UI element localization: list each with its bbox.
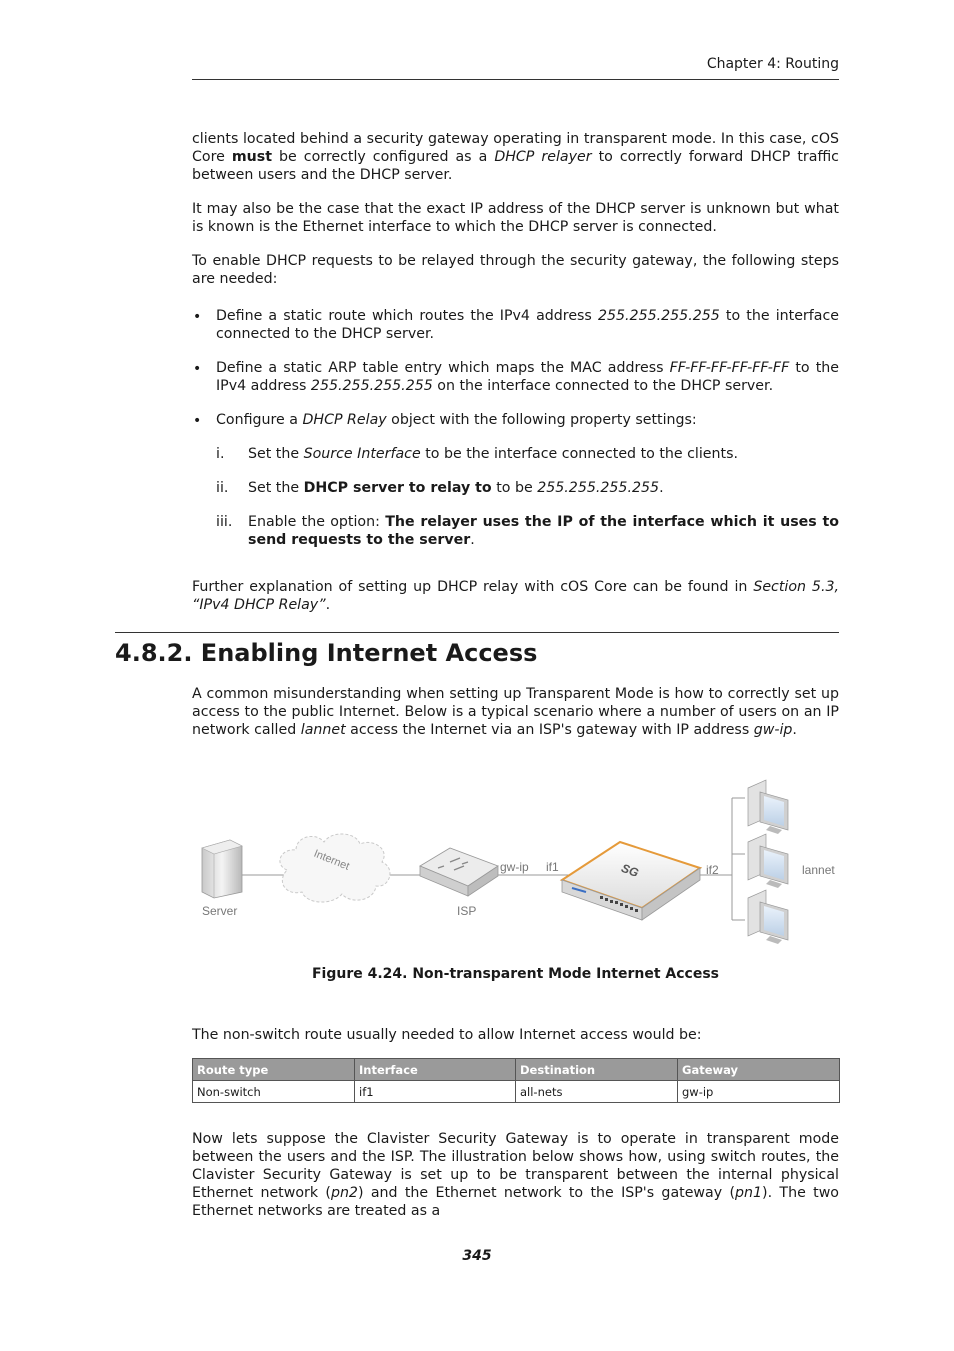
running-header: Chapter 4: Routing (706, 56, 839, 72)
bullet-marker: • (193, 309, 202, 325)
pc-icon-1 (748, 780, 788, 834)
bullet-marker: • (193, 361, 202, 377)
step-item-1: Set the Source Interface to be the interface connected to the clients. (248, 446, 738, 462)
step-item-3: Enable the option: The relayer uses the IP of the interface which it uses to send requests to the server. (248, 514, 840, 548)
bullet-item-1: Define a static route which routes the IPv4 address 255.255.255.255 to the interface connected to the DHCP server. (216, 308, 839, 342)
step-number-2: ii. (216, 480, 229, 496)
header-rule (192, 79, 839, 80)
route-table (192, 1058, 840, 1103)
section-link[interactable]: Section 5.3, “IPv4 DHCP Relay” (192, 579, 840, 613)
internet-label: Internet (311, 847, 352, 873)
table-row (193, 1081, 840, 1103)
further-explanation: Further explanation of setting up DHCP relay with cOS Core can be found in Section 5.3, “IPv4 DHCP Relay”. (192, 579, 840, 613)
column-header: Interface (355, 1059, 516, 1081)
column-header: Gateway (678, 1059, 840, 1081)
if2-label: if2 (706, 863, 719, 877)
isp-router-icon (420, 848, 498, 896)
pc-icon-2 (748, 834, 788, 888)
intro-paragraph-1: clients located behind a security gateway operating in transparent mode. In this case, cOS Core must be correctly configured as a DHCP relayer to correctly forward DHCP traffic between users and the DHCP server. (192, 131, 839, 183)
page-number: 345 (462, 1248, 492, 1264)
section-rule (115, 632, 839, 633)
isp-label: ISP (457, 904, 477, 918)
sg-label: SG (619, 860, 641, 881)
route-intro: The non-switch route usually needed to allow Internet access would be: (192, 1027, 702, 1043)
table-cell: Non-switch (193, 1081, 355, 1103)
table-cell: all-nets (516, 1081, 678, 1103)
step-number-3: iii. (216, 514, 233, 530)
intro-paragraph-3: To enable DHCP requests to be relayed through the security gateway, the following steps are needed: (192, 253, 839, 287)
bullet-marker: • (193, 413, 202, 429)
figure-caption: Figure 4.24. Non-transparent Mode Internet Access (311, 966, 720, 982)
column-header: Route type (193, 1059, 355, 1081)
lannet-label: lannet (802, 863, 835, 877)
gw-ip-label: gw-ip (500, 860, 529, 874)
bullet-item-3: Configure a DHCP Relay object with the following property settings: (216, 412, 697, 428)
intro-paragraph-2: It may also be the case that the exact IP address of the DHCP server is unknown but what is known is the Ethernet interface to which the DHCP server is connected. (192, 201, 839, 235)
table-cell: gw-ip (678, 1081, 840, 1103)
pc-icon-3 (748, 890, 788, 944)
step-item-2: Set the DHCP server to relay to to be 255.255.255.255. (248, 480, 664, 496)
section-paragraph: A common misunderstanding when setting up Transparent Mode is how to correctly set up access to the public Internet. Below is a typical scenario where a number of users on an IP network called lannet access the Internet via an ISP's gateway with IP address gw-ip. (192, 686, 839, 738)
table-header-row (193, 1059, 840, 1081)
security-gateway-icon (562, 842, 700, 920)
network-diagram (192, 770, 839, 950)
server-label: Server (202, 904, 238, 918)
if1-label: if1 (546, 860, 559, 874)
section-title: 4.8.2. Enabling Internet Access (115, 639, 538, 667)
step-number-1: i. (216, 446, 225, 462)
table-cell: if1 (355, 1081, 516, 1103)
final-paragraph: Now lets suppose the Clavister Security Gateway is to operate in transparent mode between the users and the ISP. The illustration below shows how, using switch routes, the Clavister Security Gateway is set up to be transparent between the internal physical Ethernet network (pn2) and the Ethernet network to the ISP's gateway (pn1). The two Ethernet networks are treated as a (192, 1131, 839, 1219)
column-header: Destination (516, 1059, 678, 1081)
server-icon (202, 840, 242, 898)
bullet-item-2: Define a static ARP table entry which maps the MAC address FF-FF-FF-FF-FF-FF to the IPv4 address 255.255.255.255 on the interface connected to the DHCP server. (216, 360, 839, 394)
